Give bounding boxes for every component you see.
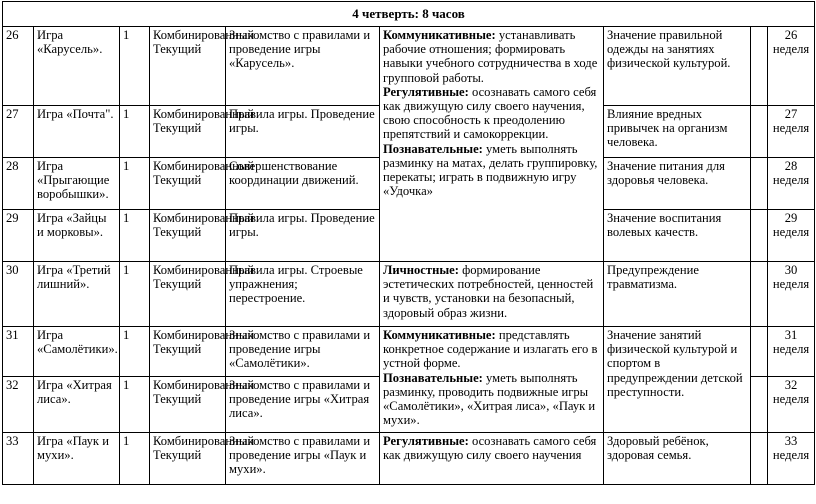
lesson-content: Правила игры. Строевые упражнения; перестроение. (226, 262, 380, 327)
table-row (3, 433, 815, 485)
lesson-number: 28 (3, 158, 34, 210)
week-label: неделя (772, 121, 810, 136)
lesson-value: Значение воспитания волевых качеств. (604, 210, 751, 262)
uud-text: осознавать самого себя как движущую силу своего научения (383, 434, 597, 463)
week-label: неделя (772, 42, 810, 57)
week-number: 27 (784, 107, 798, 121)
week-number: 28 (784, 159, 798, 173)
table-row (3, 327, 815, 377)
lesson-topic: Игра «Хитрая лиса». (34, 377, 120, 433)
lesson-type: Комбинированный Текущий (150, 262, 226, 327)
week-cell (768, 262, 815, 327)
lesson-type: Комбинированный Текущий (150, 27, 226, 106)
lesson-type: Комбинированный Текущий (150, 158, 226, 210)
lesson-content: Знакомство с правилами и проведение игры «Самолётики». (226, 327, 380, 377)
uud-text: уметь выполнять разминку на матах, делать группировку, перекаты; играть в подвижную игру «Удочка» (383, 141, 598, 199)
lesson-hours: 1 (120, 106, 150, 158)
lesson-hours: 1 (120, 327, 150, 377)
week-cell (768, 158, 815, 210)
lesson-type: Комбинированный Текущий (150, 327, 226, 377)
lesson-content: Знакомство с правилами и проведение игры «Паук и мухи». (226, 433, 380, 485)
empty-cell (751, 158, 768, 210)
week-cell (768, 433, 815, 485)
lesson-value: Влияние вредных привычек на организм человека. (604, 106, 751, 158)
empty-cell (751, 262, 768, 327)
lesson-value: Значение питания для здоровья человека. (604, 158, 751, 210)
lesson-content: Знакомство с правилами и проведение игры «Карусель». (226, 27, 380, 106)
uud-label: Регулятивные: (383, 434, 469, 448)
lesson-number: 29 (3, 210, 34, 262)
empty-cell (751, 377, 768, 433)
week-cell (768, 210, 815, 262)
lesson-topic: Игра «Третий лишний». (34, 262, 120, 327)
week-label: неделя (772, 225, 810, 240)
lesson-number: 26 (3, 27, 34, 106)
uud-label: Регулятивные: (383, 84, 469, 99)
lesson-content: Правила игры. Проведение игры. (226, 106, 380, 158)
uud-text: представлять конкретное содержание и излагать его в устной форме. (383, 328, 598, 371)
week-label: неделя (772, 448, 810, 463)
lesson-value: Здоровый ребёнок, здоровая семья. (604, 433, 751, 485)
lesson-topic: Игра «Паук и мухи». (34, 433, 120, 485)
lesson-content: Совершенствование координации движений. (226, 158, 380, 210)
lesson-topic: Игра «Зайцы и морковы». (34, 210, 120, 262)
lesson-content: Знакомство с правилами и проведение игры «Хитрая лиса». (226, 377, 380, 433)
week-number: 31 (784, 328, 798, 342)
lesson-type: Комбинированный Текущий (150, 106, 226, 158)
lesson-number: 30 (3, 262, 34, 327)
week-number: 26 (784, 28, 798, 42)
lesson-hours: 1 (120, 433, 150, 485)
lesson-plan-table (2, 1, 815, 485)
lesson-number: 27 (3, 106, 34, 158)
week-cell (768, 27, 815, 106)
week-cell (768, 327, 815, 377)
week-number: 30 (784, 263, 798, 277)
week-number: 29 (784, 211, 798, 225)
uud-text: уметь выполнять разминку, проводить подвижные игры «Самолётики», «Хитрая лиса», «Паук и мухи». (383, 370, 596, 428)
lesson-value: Предупреждение травматизма. (604, 262, 751, 327)
uud-label: Коммуникативные: (383, 28, 496, 42)
uud-cell-2 (380, 262, 604, 327)
uud-label: Личностные: (383, 263, 459, 277)
lesson-hours: 1 (120, 210, 150, 262)
week-label: неделя (772, 277, 810, 292)
uud-text: устанавливать рабочие отношения; формировать навыки учебного сотрудничества в ходе групповой работы. (383, 28, 598, 85)
table-row (3, 27, 815, 106)
lesson-hours: 1 (120, 158, 150, 210)
week-label: неделя (772, 392, 810, 407)
quarter-header: 4 четверть: 8 часов (3, 2, 815, 27)
uud-cell-3 (380, 327, 604, 433)
week-number: 33 (784, 434, 798, 448)
lesson-content: Правила игры. Проведение игры. (226, 210, 380, 262)
empty-cell (751, 210, 768, 262)
empty-cell (751, 327, 768, 377)
lesson-number: 33 (3, 433, 34, 485)
uud-label: Познавательные: (383, 370, 483, 385)
uud-text: осознавать самого себя как движущую силу своего научения, свою способность к преодолению препятствий и самокоррекции. (383, 84, 597, 142)
lesson-topic: Игра «Карусель». (34, 27, 120, 106)
week-cell (768, 106, 815, 158)
uud-label: Познавательные: (383, 141, 483, 156)
week-label: неделя (772, 173, 810, 188)
lesson-number: 32 (3, 377, 34, 433)
empty-cell (751, 106, 768, 158)
uud-text: формирование эстетических потребностей, ценностей и чувств, установки на безопасный, здоровый образ жизни. (383, 263, 594, 320)
week-label: неделя (772, 342, 810, 357)
lesson-hours: 1 (120, 262, 150, 327)
uud-cell-1 (380, 27, 604, 262)
lesson-number: 31 (3, 327, 34, 377)
uud-label: Коммуникативные: (383, 328, 496, 342)
lesson-type: Комбинированный Текущий (150, 433, 226, 485)
table-row (3, 262, 815, 327)
lesson-topic: Игра «Почта". (34, 106, 120, 158)
week-number: 32 (784, 378, 798, 392)
empty-cell (751, 433, 768, 485)
lesson-hours: 1 (120, 27, 150, 106)
lesson-topic: Игра «Прыгающие воробышки». (34, 158, 120, 210)
lesson-type: Комбинированный Текущий (150, 377, 226, 433)
lesson-topic: Игра «Самолётики». (34, 327, 120, 377)
week-cell (768, 377, 815, 433)
lesson-value: Значение занятий физической культурой и спортом в предупреждении детской преступности. (604, 327, 751, 433)
lesson-type: Комбинированный Текущий (150, 210, 226, 262)
lesson-hours: 1 (120, 377, 150, 433)
lesson-value: Значение правильной одежды на занятиях физической культурой. (604, 27, 751, 106)
uud-cell-4 (380, 433, 604, 485)
empty-cell (751, 27, 768, 106)
